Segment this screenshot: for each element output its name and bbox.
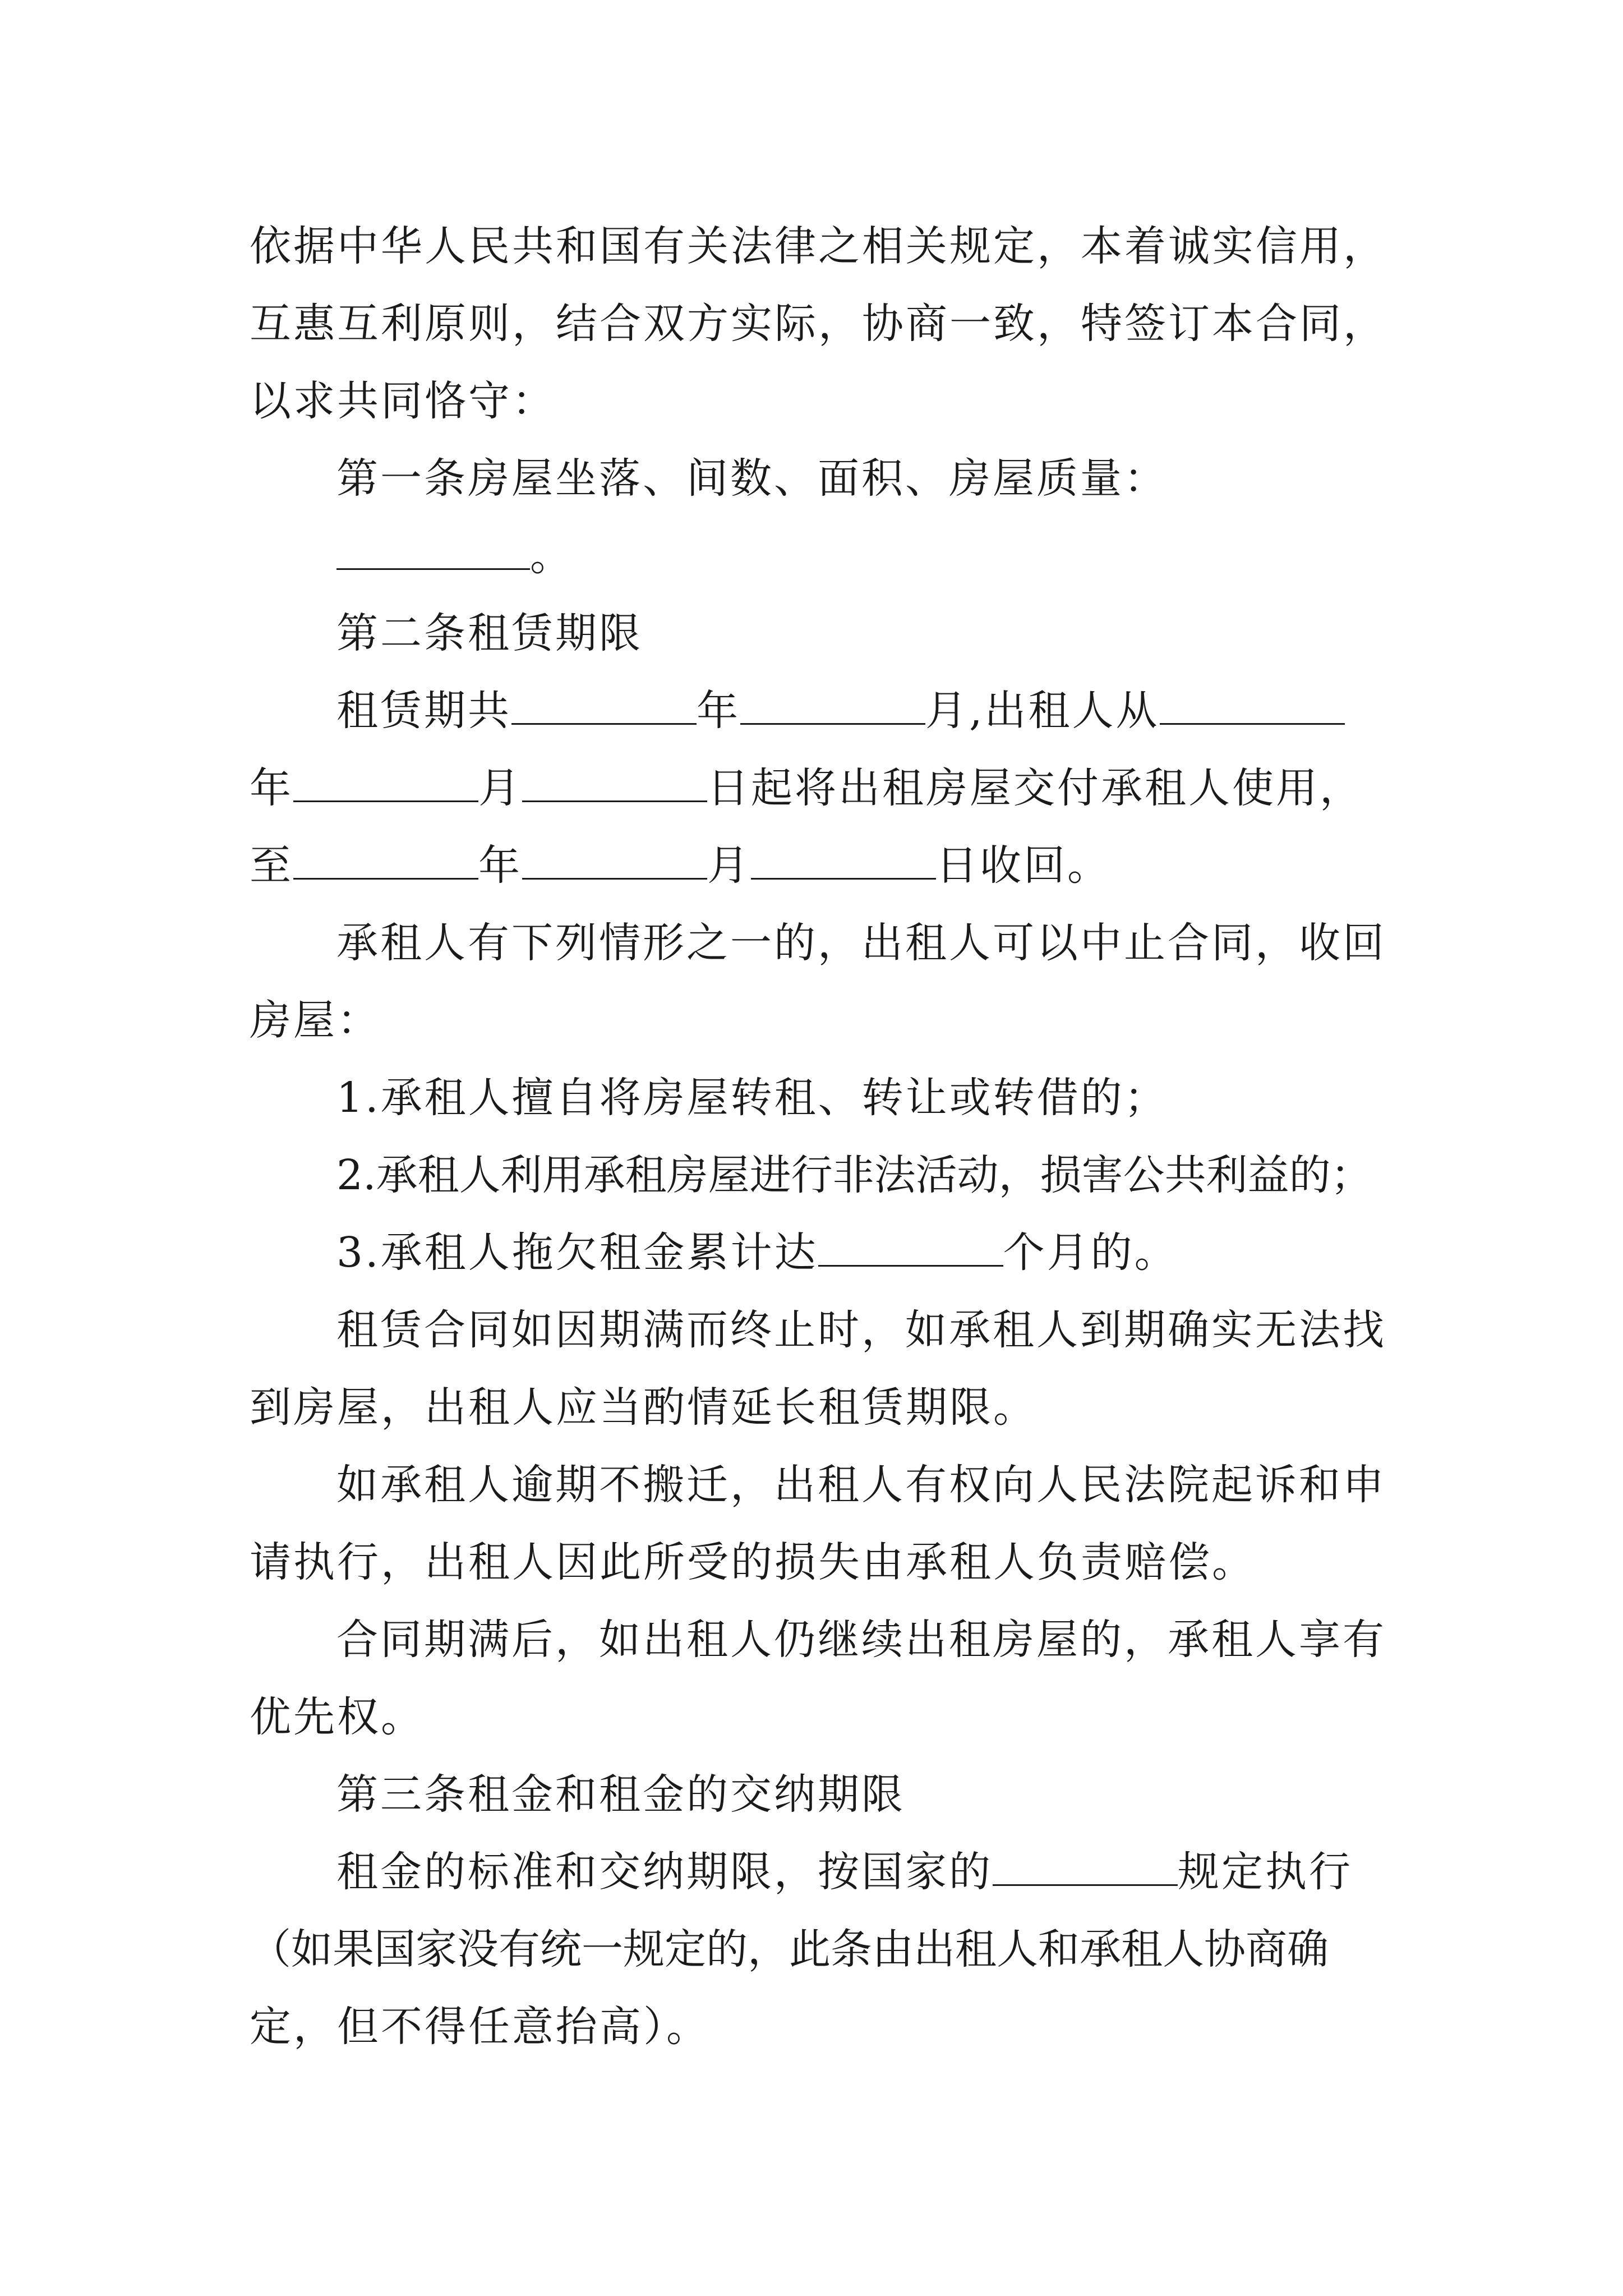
paragraph-line: 合同期满后，如出租人仍继续出租房屋的，承租人享有 [336, 1616, 1386, 1664]
paragraph-line: 如承租人逾期不搬迁，出租人有权向人民法院起诉和申 [336, 1461, 1386, 1509]
fill-blank[interactable] [818, 1231, 1003, 1267]
paragraph-line: 以求共同恪守： [250, 377, 556, 425]
paragraph-text: 年 [250, 764, 293, 812]
paragraph-text: 年 [478, 841, 522, 890]
fill-blank[interactable] [993, 1851, 1178, 1886]
fill-blank[interactable] [511, 689, 697, 725]
fill-blank[interactable] [336, 535, 530, 570]
paragraph-text: 月 [707, 841, 751, 890]
fill-blank[interactable] [740, 689, 925, 725]
paragraph-text: 至 [250, 841, 293, 890]
article-1-heading: 第一条房屋坐落、间数、面积、房屋质量： [336, 454, 1168, 503]
paragraph-line: 请执行，出租人因此所受的损失由承租人负责赔偿。 [250, 1538, 1256, 1586]
paragraph-text: 3.承租人拖欠租金累计达 [336, 1228, 818, 1277]
paragraph-text: 日起将出租房屋交付承租人使用， [707, 764, 1363, 812]
fill-blank[interactable] [751, 844, 936, 880]
lease-end-line [250, 827, 1391, 904]
paragraph-line: 依据中华人民共和国有关法律之相关规定，本着诚实信用， [250, 222, 1387, 270]
paragraph-line: （如果国家没有统一规定的，此条由出租人和承租人协商确 [250, 1925, 1329, 1973]
paragraph-text: 。 [530, 532, 574, 580]
article-2-heading: 第二条租赁期限 [336, 609, 643, 657]
paragraph-text: 规定执行 [1178, 1848, 1353, 1896]
paragraph-line: 房屋： [250, 996, 381, 1045]
paragraph-text: 租赁期共 [336, 687, 511, 735]
paragraph-text: 年 [697, 687, 740, 735]
fill-blank[interactable] [293, 844, 478, 880]
paragraph-text: 月 [478, 764, 522, 812]
paragraph-line: 到房屋，出租人应当酌情延长租赁期限。 [250, 1383, 1037, 1432]
paragraph-text: 租金的标准和交纳期限，按国家的 [336, 1848, 993, 1896]
paragraph-text: 个月的。 [1003, 1228, 1178, 1277]
paragraph-line: 租赁合同如因期满而终止时，如承租人到期确实无法找 [336, 1306, 1386, 1354]
article-1-blank-line [250, 517, 1391, 595]
rent-standard-line [250, 1833, 1391, 1911]
paragraph-text: 月,出租人从 [925, 687, 1160, 735]
article-3-heading: 第三条租金和租金的交纳期限 [336, 1770, 905, 1819]
paragraph-line: 互惠互利原则，结合双方实际，协商一致，特签订本合同， [250, 300, 1387, 348]
paragraph-line: 定，但不得任意抬高）。 [250, 2003, 710, 2051]
list-item: 1.承租人擅自将房屋转租、转让或转借的； [336, 1074, 1168, 1122]
paragraph-text: 日收回。 [936, 841, 1111, 890]
fill-blank[interactable] [522, 767, 707, 802]
lease-start-line [250, 749, 1391, 827]
list-item: 2.承租人利用承租房屋进行非法活动，损害公共利益的； [336, 1151, 1372, 1199]
fill-blank[interactable] [293, 767, 478, 802]
fill-blank[interactable] [522, 844, 707, 880]
fill-blank[interactable] [1160, 689, 1345, 725]
contract-page [250, 208, 1391, 2065]
list-item [250, 1214, 1391, 1291]
paragraph-line: 承租人有下列情形之一的，出租人可以中止合同，收回 [336, 919, 1386, 967]
paragraph-line: 优先权。 [250, 1693, 425, 1741]
lease-term-line [250, 672, 1391, 749]
